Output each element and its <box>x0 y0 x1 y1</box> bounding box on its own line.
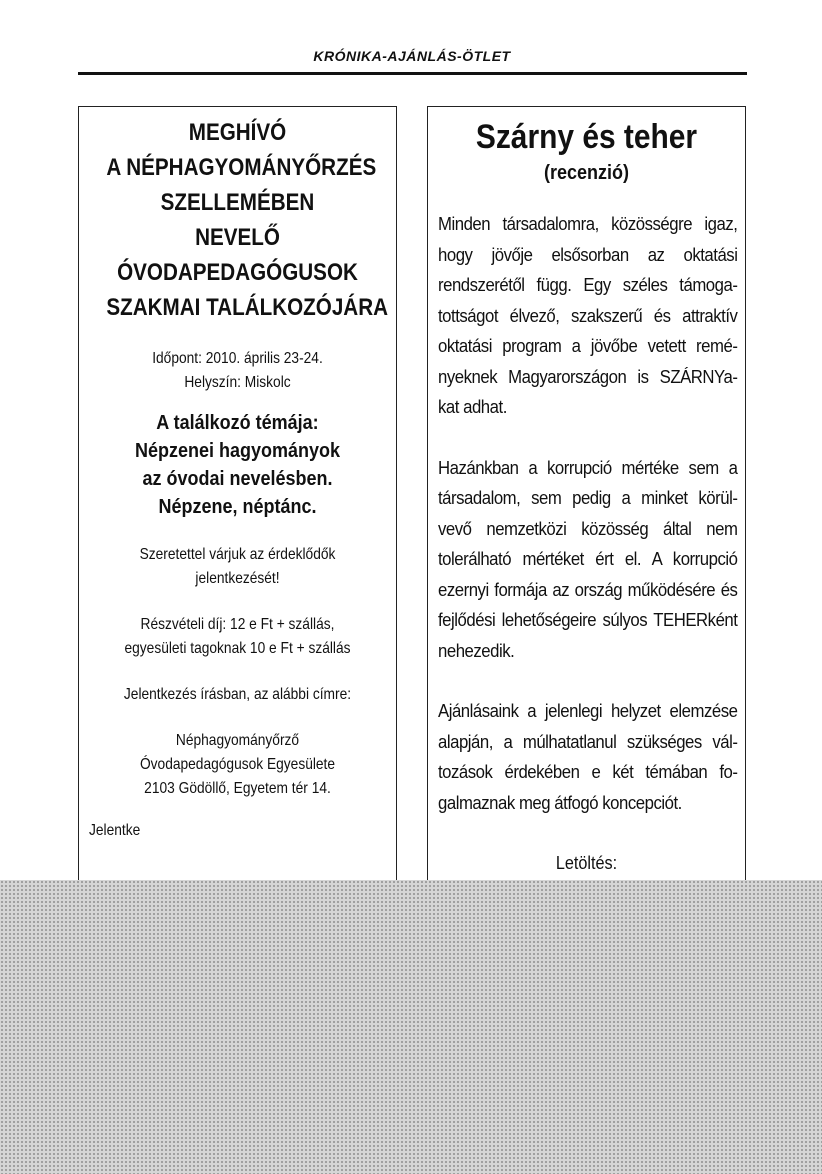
welcome-line: Szeretettel várjuk az érdeklődők <box>139 546 336 563</box>
theme-line: az óvodai nevelésben. <box>142 468 333 490</box>
welcome-text <box>101 543 374 591</box>
event-details <box>101 347 374 395</box>
invitation-title-line: NEVELŐ <box>195 224 280 251</box>
invitation-title-line: MEGHÍVÓ <box>188 119 287 146</box>
running-header: KRÓNIKA-AJÁNLÁS-ÖTLET <box>313 48 511 64</box>
cut-off-text: Jelentke <box>89 822 141 839</box>
address-line: 2103 Gödöllő, Egyetem tér 14. <box>144 780 331 797</box>
review-paragraph: Hazánkban a korrupció mértéke sem a társadalom, sem pedig a minket körül-vevő nemzetközi közösség által nem tolerálható mértéket ért el. A korrupció ezernyi formája az ország működésére és fejlődési lehetőségeire súlyos TEHERként nehezedik. <box>438 457 738 661</box>
review-subtitle: (recenzió) <box>543 162 630 184</box>
invitation-title-line: SZAKMAI TALÁLKOZÓJÁRA <box>106 294 389 321</box>
invitation-title-line: SZELLEMÉBEN <box>160 189 315 216</box>
theme-line: A találkozó témája: <box>156 412 319 434</box>
welcome-line: jelentkezését! <box>195 570 280 587</box>
theme-line: Népzene, néptánc. <box>158 496 317 518</box>
fee-line: Részvételi díj: 12 e Ft + szállás, <box>140 616 335 633</box>
fee-line: egyesületi tagoknak 10 e Ft + szállás <box>124 640 351 657</box>
apply-text: Jelentkezés írásban, az alábbi címre: <box>123 686 352 703</box>
address-line: Néphagyományőrző <box>175 732 300 749</box>
review-title: Szárny és teher <box>475 118 698 156</box>
theme-line: Népzenei hagyományok <box>134 440 341 462</box>
review-paragraph: Minden társadalomra, közösségre igaz, hogy jövője elsősorban az oktatási rendszerétől függ. Egy széles támoga-tottságot élvező, szakszerű és attraktív oktatási program a jövőbe vetett remé-nyeknek Magyarországon is SZÁRNYa-kat adhat. <box>438 214 738 417</box>
invitation-title-line: ÓVODAPEDAGÓGUSOK <box>117 259 358 286</box>
halftone-overlay <box>0 880 822 1174</box>
fee-text <box>101 613 374 661</box>
invitation-title-line: A NÉPHAGYOMÁNYŐRZÉS <box>106 154 377 181</box>
event-date: Időpont: 2010. április 23-24. <box>152 350 323 367</box>
header-rule <box>78 72 747 75</box>
event-theme <box>95 409 380 521</box>
postal-address <box>101 729 374 801</box>
event-place: Helyszín: Miskolc <box>184 374 291 391</box>
address-line: Óvodapedagógusok Egyesülete <box>139 756 336 773</box>
download-label: Letöltés: <box>555 853 618 873</box>
review-paragraph: Ajánlásaink a jelenlegi helyzet elemzése alapján, a múlhatatlanul szükséges vál-tozások érdekében e két témában fo-galmaznak meg átfogó koncepciót. <box>438 701 738 813</box>
invitation-title <box>106 115 389 325</box>
